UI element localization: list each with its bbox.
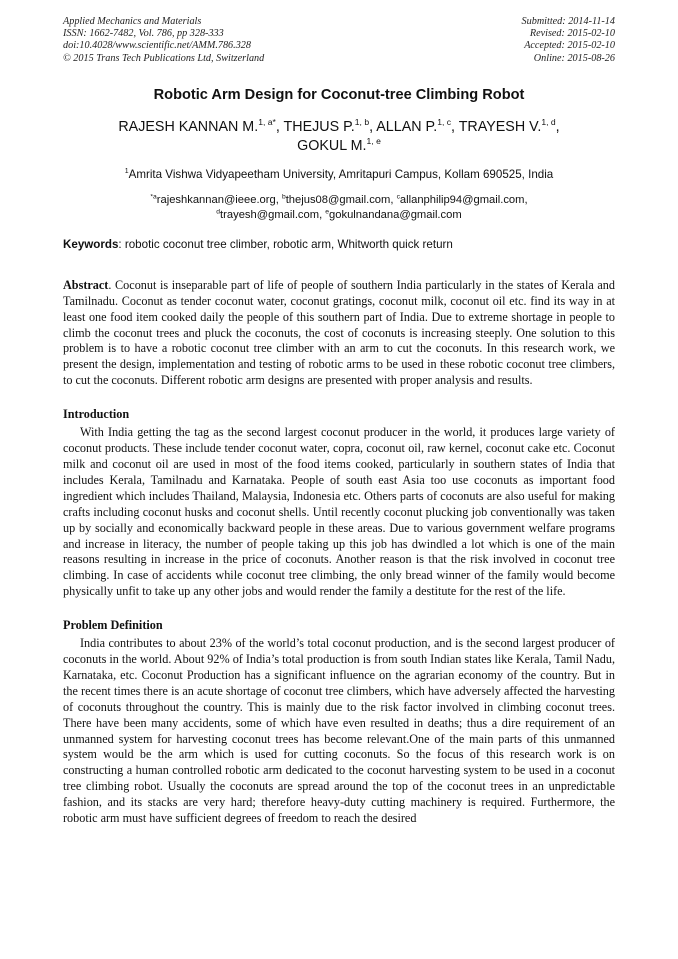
keywords-text: : robotic coconut tree climber, robotic arm, Whitworth quick return — [118, 237, 453, 251]
journal-issn: ISSN: 1662-7482, Vol. 786, pp 328-333 — [63, 28, 224, 40]
author-emails: $^{*a}$rajeshkannan@ieee.org, $^b$thejus08@gmail.com, $^c$allanphilip94@gmail.com, $^d$trayesh@gmail.com, $^e$gokulnandana@gmail.com — [150, 193, 528, 221]
online-date: Online: 2015-08-26 — [533, 52, 615, 64]
journal-info — [63, 16, 264, 65]
email[interactable]: $^e$gokulnandana@gmail.com — [325, 208, 462, 221]
author-list: RAJESH KANNAN M.$^{1, a*}$, THEJUS P.$^{1, b}$, ALLAN P.$^{1, c}$, TRAYESH V.$^{1, d}$, GOKUL M.$^{1, e}$ — [118, 117, 560, 154]
abstract — [63, 278, 615, 389]
journal-name: Applied Mechanics and Materials — [63, 16, 202, 27]
journal-header — [63, 16, 615, 65]
submitted-date: Submitted: 2014-11-14 — [521, 16, 615, 27]
revised-date: Revised: 2015-02-10 — [529, 28, 615, 40]
email[interactable]: $^c$allanphilip94@gmail.com — [396, 193, 525, 206]
email[interactable]: $^b$thejus08@gmail.com — [281, 193, 391, 206]
affiliation: $^1$Amrita Vishwa Vidyapeetham University, Amritapuri Campus, Kollam 690525, India — [124, 167, 554, 181]
keywords — [63, 238, 615, 251]
email[interactable]: $^d$trayesh@gmail.com — [216, 208, 320, 221]
author: THEJUS P.$^{1, b}$ — [283, 117, 370, 135]
submission-dates — [522, 16, 615, 65]
email[interactable]: $^{*a}$rajeshkannan@ieee.org — [150, 193, 276, 206]
section-heading-introduction: Introduction — [63, 407, 130, 422]
journal-copyright: © 2015 Trans Tech Publications Ltd, Switzerland — [63, 52, 265, 64]
problem-definition-paragraph: India contributes to about 23% of the world’s total coconut production, and is the second largest producer of coconuts in the world. About 92% of India’s total production is from south Indian states like Kerala, Tamil Nadu, Karnataka, etc. Coconut Production has a significant influence on the agrarian economy of the country. But in the recent times there is an acute shortage of coconut tree climbers, which have adversely affected the harvesting of coconuts throughout the country. This is mainly due to the risk factor involved in climbing coconut trees. There have been many accidents, some of which have even resulted in deaths; thus a dire requirement of an unmanned system for harvesting coconut trees has become relevant.One of the main parts of this unmanned system would be the arm which is used for cutting coconuts. So the focus of this research work is on constructing a human controlled robotic arm dedicated to the coconut harvesting system to be used in a coconut tree climbing robot. Usually the coconuts are spread around the top of the coconut trees in an unpredictable fashion, and its stacks are very hard; therefore heavy-duty cutting machinery is required. Furthermore, the robotic arm must have sufficient degrees of freedom to reach the desired — [63, 636, 615, 826]
abstract-text: . Coconut is inseparable part of life of people of southern India particularly in the states of Kerala and Tamilnadu. Coconut as tender coconut water, coconut gratings, coconut milk, coconut oil etc. find its way in at least one food item cooked daily the people of this southern part of India. Due to extreme shortage in people to climb the coconut trees and pluck the coconuts, the cost of coconuts is increasing steeply. One solution to this problem is to have a robotic coconut tree climber with an arm to cut the coconuts. In this research work, we present the design, implementation and testing of robotic arms to be used in these robotic coconut tree climbers, to cut the coconuts. Different robotic arm designs are presented with proper analysis and results. — [63, 277, 615, 388]
paper-title: Robotic Arm Design for Coconut-tree Climbing Robot — [153, 86, 525, 103]
introduction-paragraph: With India getting the tag as the second largest coconut producer in the world, it produces large variety of coconut products. These include tender coconut water, copra, coconut oil, raw kernel, coconut cake etc. Coconut milk and coconut oil are used in most of the food items cooked, particularly in southern states of India that includes Kerala, Tamilnadu and Karnataka. People of south east Asia too use coconuts as important food ingredient which includes Thailand, Malaysia, Indonesia etc. Others parts of coconuts are also useful for making crafts including coconut husks and coconut shells. Until recently coconut plucking job conventionally was taken up by socially and economically backward people in these areas. Due to various government welfare programs and increase in literacy, the number of people taking up this job has dwindled a lot which is one of the main reasons resulting in increase in the price of coconuts. Another reason is that the risk involved in coconut tree climbing. In case of accidents while coconut tree climbing, the only bread winner of the family would become physically unfit to take up any other jobs and would render the family a destitute for the rest of the life. — [63, 425, 615, 599]
accepted-date: Accepted: 2015-02-10 — [524, 40, 615, 52]
author: GOKUL M.$^{1, e}$ — [297, 136, 381, 154]
journal-doi: doi:10.4028/www.scientific.net/AMM.786.328 — [63, 40, 251, 52]
abstract-label: Abstract — [63, 277, 109, 292]
author: ALLAN P.$^{1, c}$ — [376, 117, 452, 135]
keywords-label: Keywords — [63, 237, 119, 251]
author: RAJESH KANNAN M.$^{1, a*}$ — [118, 117, 276, 135]
author: TRAYESH V.$^{1, d}$ — [458, 117, 556, 135]
section-heading-problem-definition: Problem Definition — [63, 618, 163, 633]
